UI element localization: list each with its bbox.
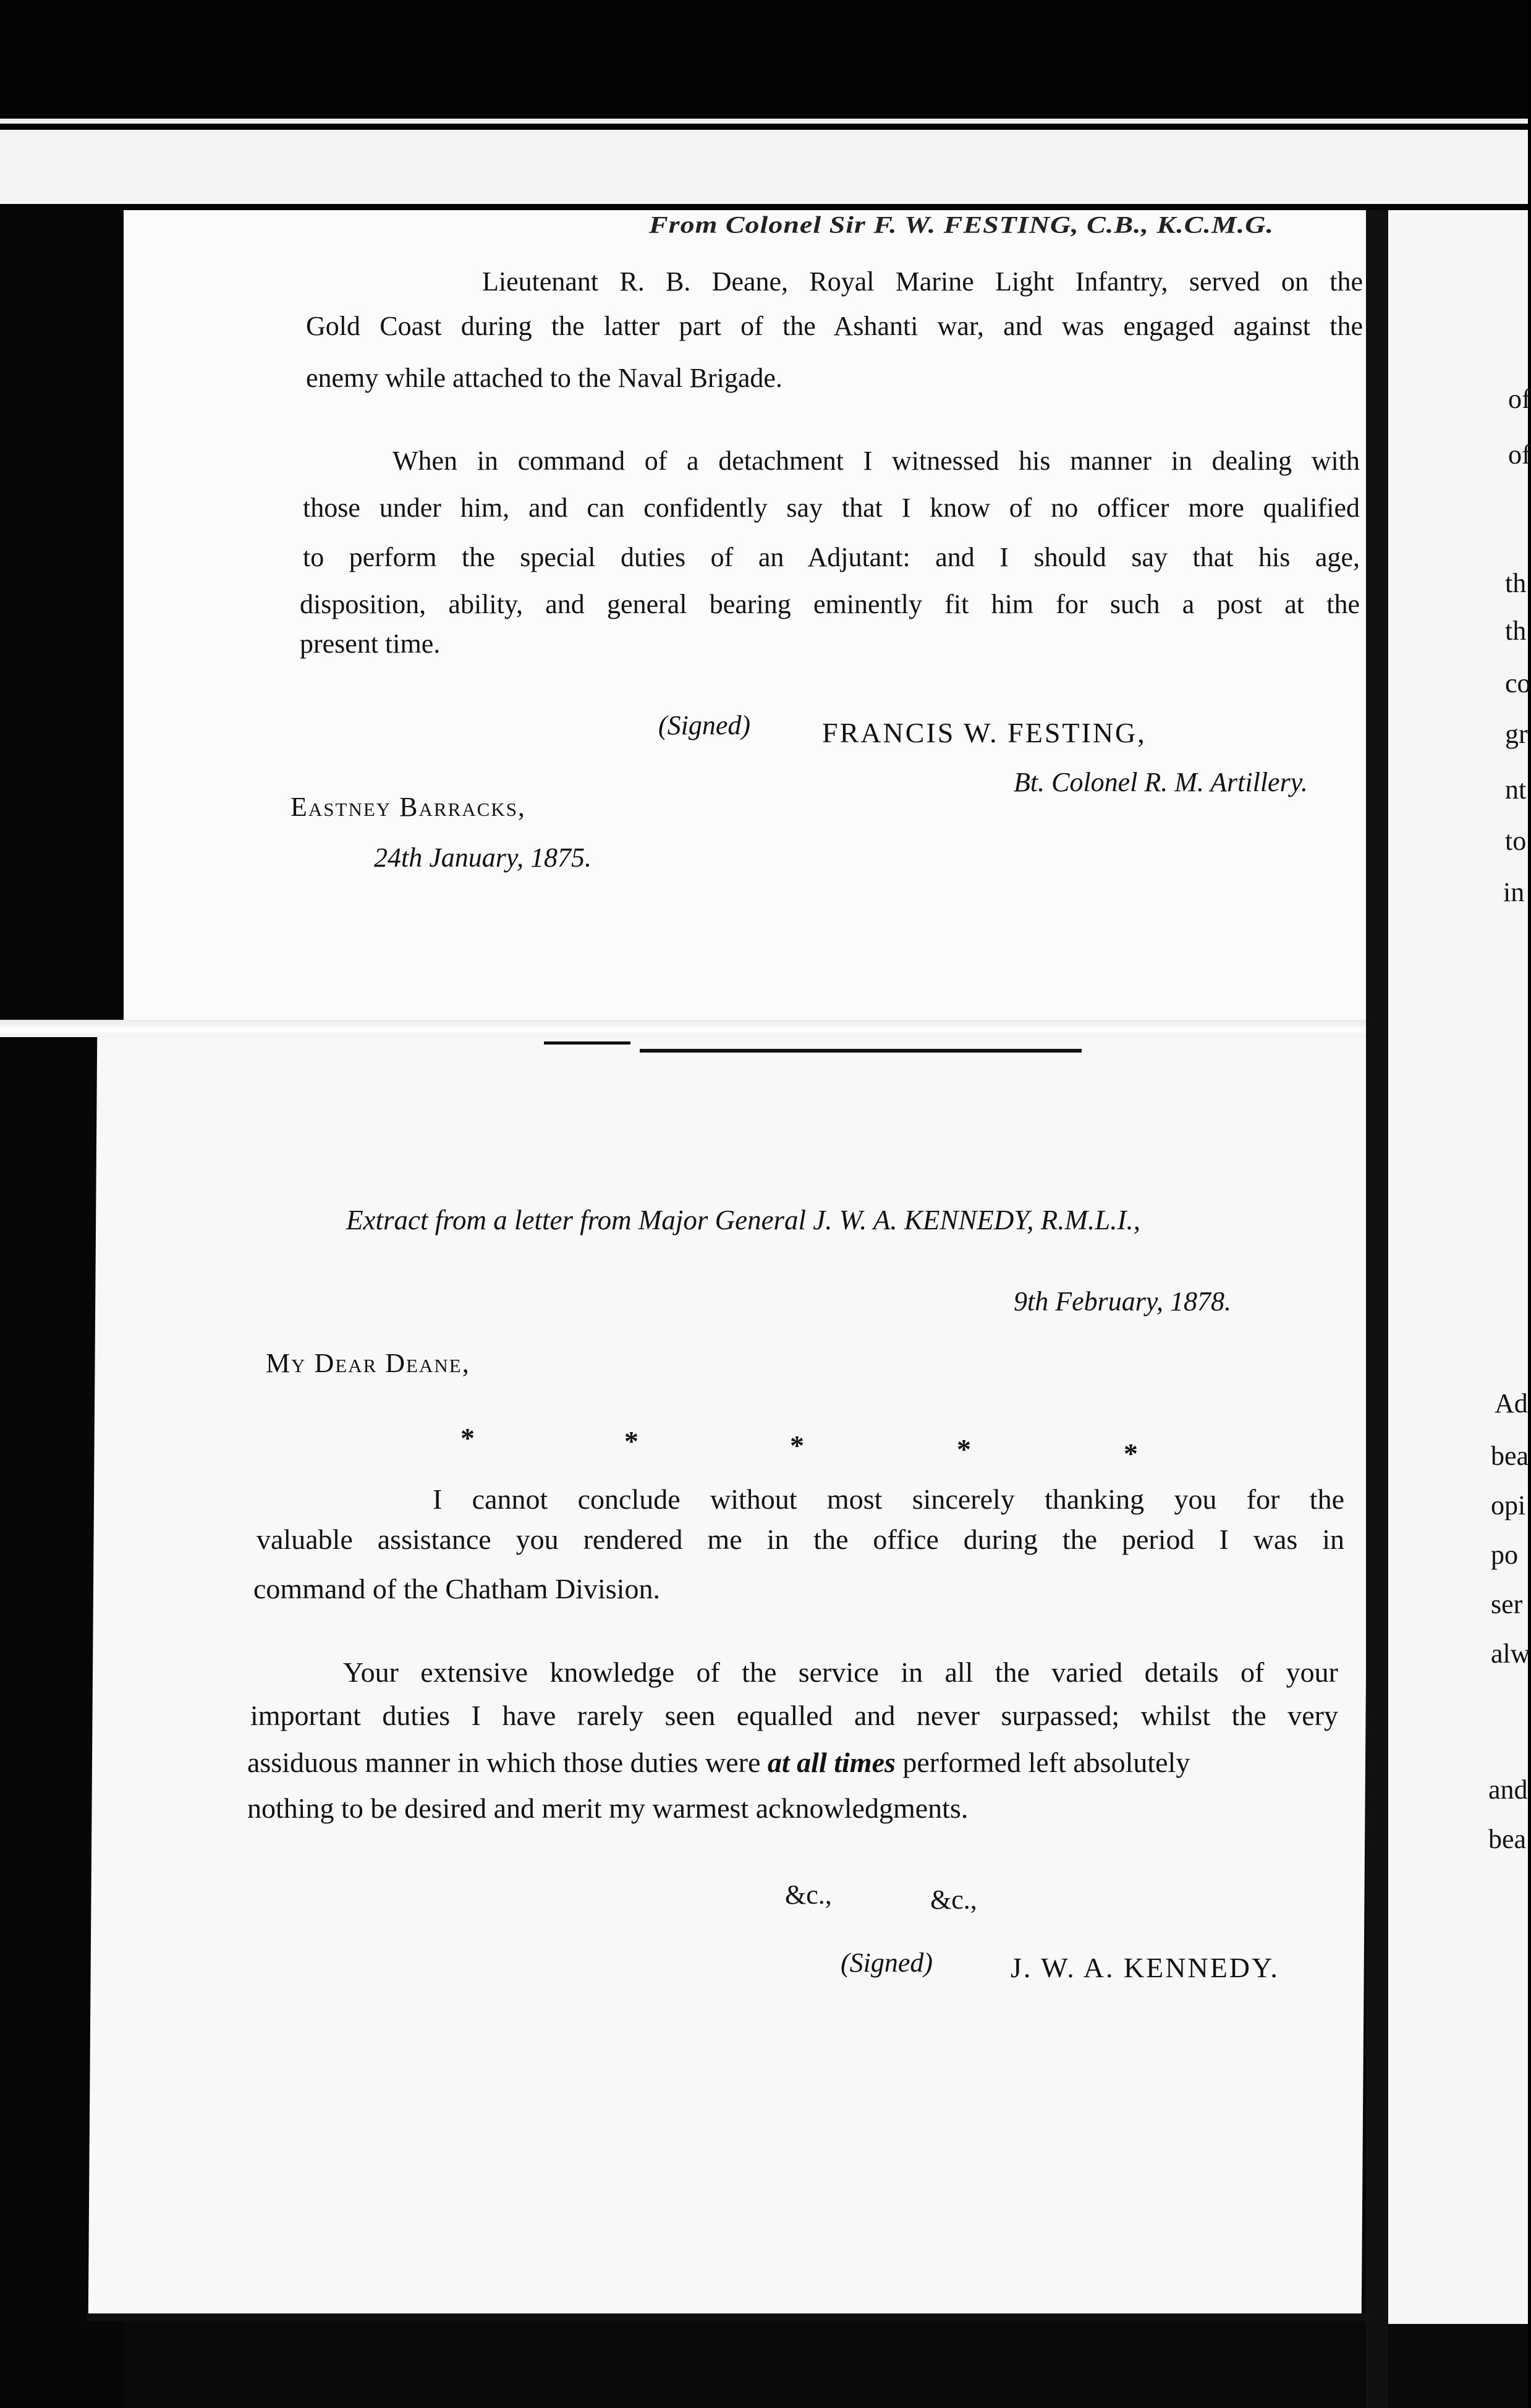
paragraph-line: to perform the special duties of an Adjutant: and I should say that his age, (303, 542, 1360, 572)
fragment-text: ser (1491, 1589, 1523, 1619)
paragraph-line: When in command of a detachment I witnessed his manner in dealing with (392, 446, 1360, 476)
emphasis-text: at all times (767, 1747, 896, 1778)
fragment-text: po (1491, 1540, 1518, 1570)
ellipsis-mark: * (1124, 1438, 1138, 1469)
letter-header: From Colonel Sir F. W. FESTING, C.B., K.C.M.G. (649, 211, 1274, 239)
scanner-band (0, 130, 1528, 204)
page-edge (87, 2313, 1372, 2321)
etc-mark: &c., (785, 1880, 832, 1910)
salutation: My Dear Deane, (266, 1348, 470, 1378)
fragment-text: of (1508, 384, 1531, 414)
letter-place: Eastney Barracks, (291, 792, 526, 822)
signatory-rank: Bt. Colonel R. M. Artillery. (1014, 767, 1308, 797)
paragraph-line: important duties I have rarely seen equalled and never surpassed; whilst the very (250, 1700, 1338, 1731)
fragment-text: bea (1488, 1824, 1527, 1854)
signed-label: (Signed) (841, 1948, 933, 1978)
fragment-text: and (1488, 1774, 1528, 1805)
signed-label: (Signed) (658, 710, 751, 740)
paragraph-line: command of the Chatham Division. (253, 1573, 660, 1605)
fragment-text: alw (1491, 1639, 1530, 1669)
fragment-text: bea (1491, 1441, 1529, 1471)
fragment-text: opi (1491, 1490, 1526, 1520)
page-seam (0, 1020, 1528, 1037)
fragment-text: th (1505, 616, 1527, 646)
scanner-gap (0, 124, 1528, 130)
paragraph-line: Your extensive knowledge of the service in all the varied details of your (343, 1656, 1338, 1688)
signatory-name: FRANCIS W. FESTING, (822, 717, 1147, 748)
paragraph-text: performed left absolutely (895, 1747, 1190, 1778)
signatory-name: J. W. A. KENNEDY. (1011, 1952, 1279, 1983)
letter-date: 24th January, 1875. (374, 842, 592, 873)
fragment-text: th (1505, 568, 1527, 598)
fragment-text: gr (1505, 719, 1528, 749)
paragraph-line: enemy while attached to the Naval Brigade. (306, 363, 782, 393)
paragraph-line: valuable assistance you rendered me in the office during the period I was in (257, 1524, 1344, 1555)
fragment-text: co (1505, 668, 1531, 698)
ellipsis-mark: * (624, 1425, 638, 1457)
paragraph-text: assiduous manner in which those duties were (247, 1747, 768, 1778)
adjacent-page (1388, 210, 1528, 2408)
paragraph-line: present time. (300, 629, 441, 659)
ellipsis-mark: * (790, 1430, 804, 1461)
fragment-text: to (1505, 826, 1527, 856)
paragraph-line: those under him, and can confidently say that I know of no officer more qualified (303, 493, 1360, 523)
fragment-text: nt (1505, 774, 1527, 805)
scanner-rule (0, 204, 1528, 210)
paragraph-line: I cannot conclude without most sincerely thanking you for the (433, 1483, 1344, 1515)
scanner-rule (0, 119, 1528, 124)
fragment-text: Ad (1495, 1388, 1528, 1418)
ellipsis-mark: * (460, 1422, 475, 1454)
fragment-text: of (1508, 439, 1531, 470)
adjacent-page-bottom (1388, 2324, 1528, 2408)
ellipsis-mark: * (957, 1433, 971, 1465)
separator-rule (544, 1041, 630, 1045)
scanner-top-margin (0, 0, 1528, 117)
paragraph-line: disposition, ability, and general bearing eminently fit him for such a post at the (300, 589, 1360, 619)
extract-heading: Extract from a letter from Major General J. W. A. KENNEDY, R.M.L.I., (346, 1205, 1140, 1236)
extract-date: 9th February, 1878. (1014, 1286, 1231, 1316)
paragraph-line: Gold Coast during the latter part of the Ashanti war, and was engaged against the (306, 311, 1363, 341)
separator-rule (640, 1049, 1082, 1053)
paragraph-line: Lieutenant R. B. Deane, Royal Marine Light Infantry, served on the (482, 266, 1363, 297)
paragraph-line: nothing to be desired and merit my warmest acknowledgments. (247, 1792, 969, 1824)
fragment-text: in (1503, 877, 1525, 907)
paragraph-line (247, 1747, 1335, 1779)
page-divider (1366, 210, 1388, 2408)
etc-mark: &c., (930, 1884, 977, 1915)
